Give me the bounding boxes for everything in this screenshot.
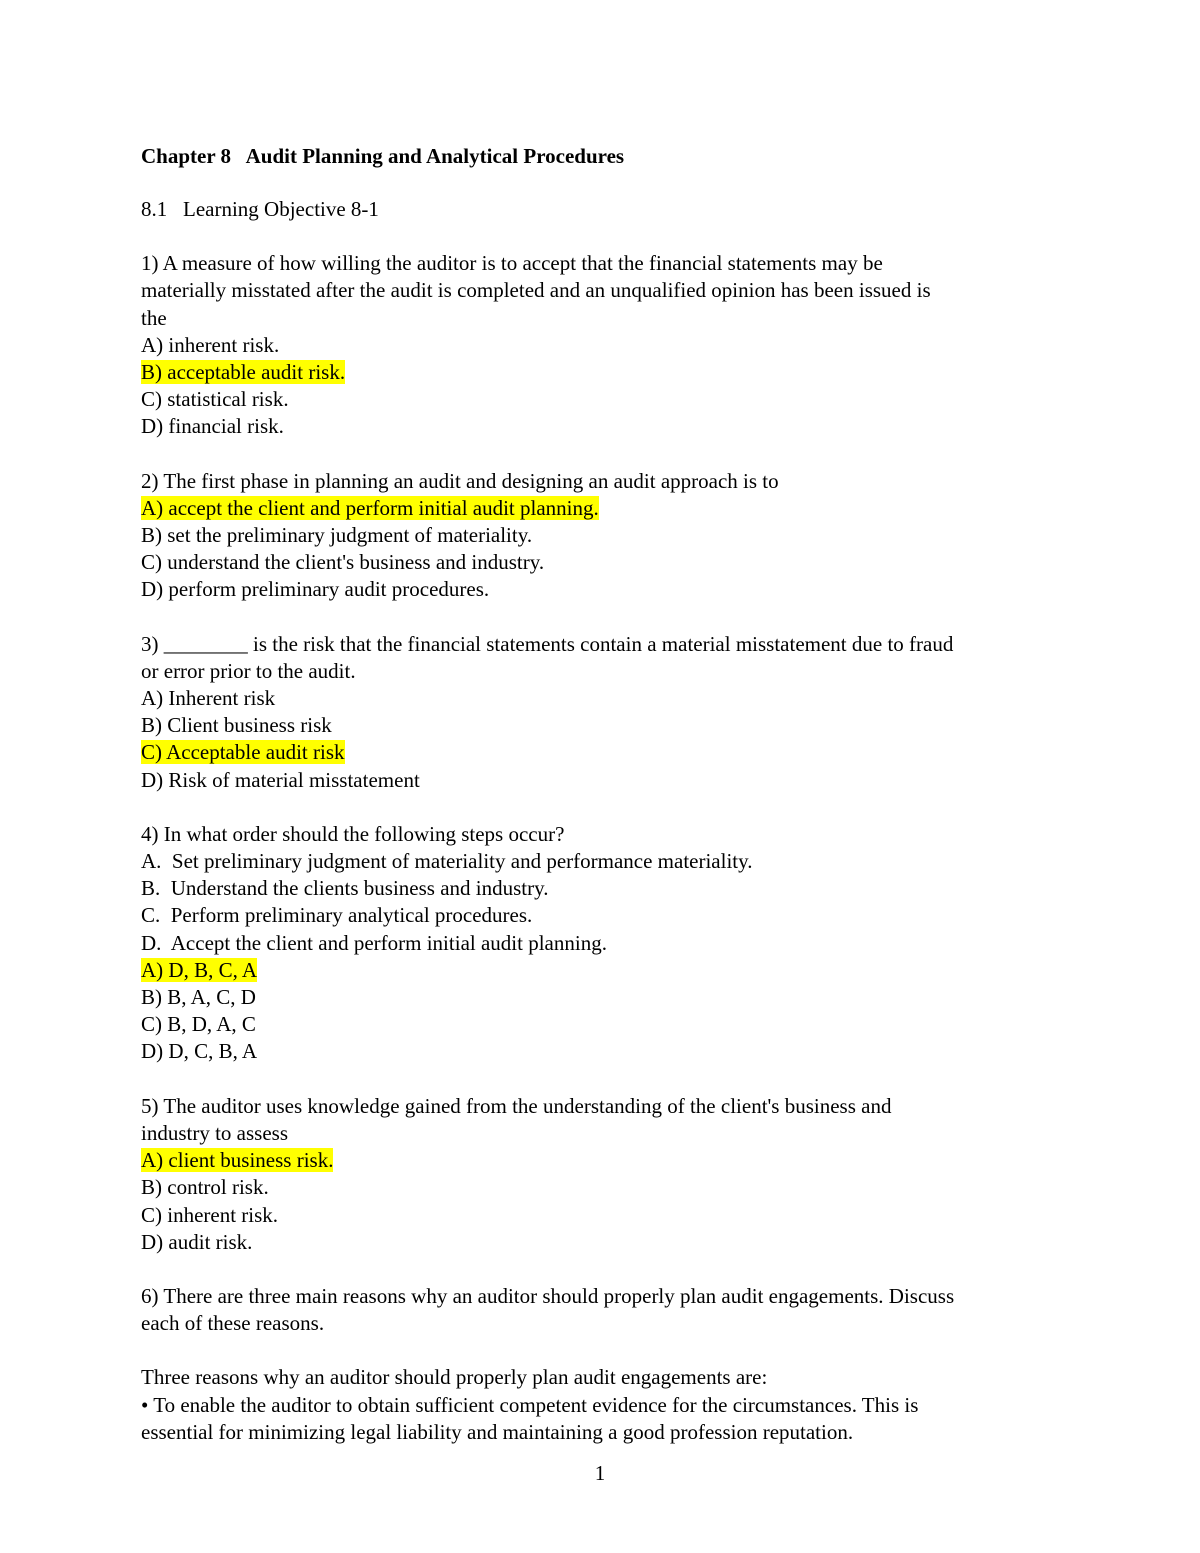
answer-intro: Three reasons why an auditor should properly plan audit engagements are:: [141, 1365, 768, 1390]
question-2-option-c: C) understand the client's business and industry.: [141, 550, 545, 575]
question-3-option-c: [141, 739, 1061, 766]
question-4-option-d: D) D, C, B, A: [141, 1039, 258, 1064]
question-3-option-d: D) Risk of material misstatement: [141, 767, 420, 792]
question-6: [141, 1283, 1061, 1337]
question-5-option-d: D) audit risk.: [141, 1229, 253, 1254]
question-6-answer: [141, 1364, 1061, 1446]
question-4-stem-line: 4) In what order should the following steps occur?: [141, 821, 565, 846]
question-2-stem-line: 2) The first phase in planning an audit and designing an audit approach is to: [141, 468, 779, 493]
question-4-step: C. Perform preliminary analytical procedures.: [141, 903, 533, 928]
question-1-option-d: D) financial risk.: [141, 414, 284, 439]
question-1-option-b: [141, 359, 1061, 386]
question-2-option-b: B) set the preliminary judgment of materiality.: [141, 523, 533, 548]
chapter-title: Chapter 8 Audit Planning and Analytical Procedures: [141, 144, 625, 168]
answer-highlight: C) Acceptable audit risk: [141, 740, 345, 765]
question-5: [141, 1093, 1061, 1256]
answer-highlight: A) D, B, C, A: [141, 957, 258, 982]
question-4-step: A. Set preliminary judgment of materiality and performance materiality.: [141, 849, 753, 874]
question-1-option-a: A) inherent risk.: [141, 332, 280, 357]
question-1-stem-line: 1) A measure of how willing the auditor is to accept that the financial statements may be: [141, 251, 883, 276]
question-2-option-d: D) perform preliminary audit procedures.: [141, 577, 490, 602]
question-3-stem-line: or error prior to the audit.: [141, 658, 356, 683]
answer-highlight: A) accept the client and perform initial audit planning.: [141, 495, 599, 520]
question-4: [141, 821, 1061, 1066]
question-3-stem-line: 3) ________ is the risk that the financial statements contain a material misstatement due to fraud: [141, 631, 954, 656]
question-5-option-a: [141, 1147, 1061, 1174]
question-3: [141, 631, 1061, 794]
question-4-step: B. Understand the clients business and industry.: [141, 876, 549, 901]
question-6-stem-line: 6) There are three main reasons why an auditor should properly plan audit engagements. Discuss: [141, 1283, 955, 1308]
question-3-option-b: B) Client business risk: [141, 713, 332, 738]
question-4-step: D. Accept the client and perform initial audit planning.: [141, 930, 607, 955]
question-2-option-a: [141, 495, 1061, 522]
question-1-stem-line: the: [141, 305, 167, 330]
question-5-stem-line: industry to assess: [141, 1120, 288, 1145]
question-4-option-c: C) B, D, A, C: [141, 1012, 256, 1037]
question-1-option-c: C) statistical risk.: [141, 387, 289, 412]
answer-highlight: B) acceptable audit risk.: [141, 360, 346, 385]
question-4-option-b: B) B, A, C, D: [141, 985, 256, 1010]
question-1-stem-line: materially misstated after the audit is completed and an unqualified opinion has been issued is: [141, 278, 931, 303]
answer-bullet-line: • To enable the auditor to obtain sufficient competent evidence for the circumstances. This is: [141, 1392, 919, 1417]
question-5-stem-line: 5) The auditor uses knowledge gained from the understanding of the client's business and: [141, 1093, 892, 1118]
question-5-option-c: C) inherent risk.: [141, 1202, 279, 1227]
question-5-option-b: B) control risk.: [141, 1175, 269, 1200]
question-1: [141, 250, 1061, 440]
question-4-option-a: [141, 957, 1061, 984]
document-page: [141, 141, 1061, 1446]
page-number: 1: [594, 1461, 606, 1485]
question-2: [141, 468, 1061, 604]
answer-bullet-line: essential for minimizing legal liability and maintaining a good profession reputation.: [141, 1419, 854, 1444]
question-6-stem-line: each of these reasons.: [141, 1311, 325, 1336]
answer-highlight: A) client business risk.: [141, 1148, 334, 1173]
section-heading: 8.1 Learning Objective 8-1: [141, 197, 379, 221]
question-3-option-a: A) Inherent risk: [141, 686, 276, 711]
